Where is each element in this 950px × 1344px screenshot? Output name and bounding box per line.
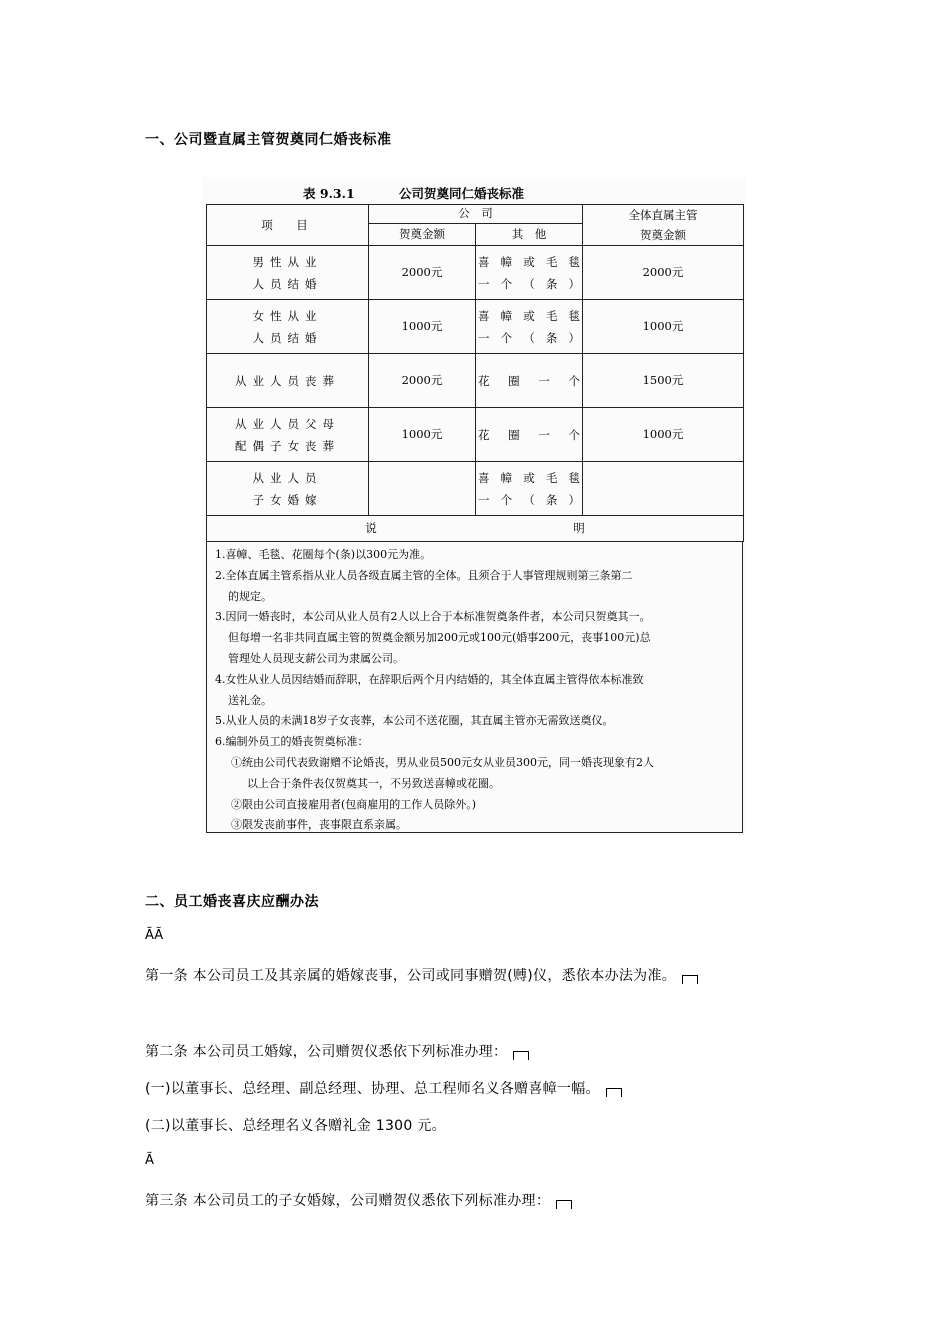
table-name: 公司贺奠同仁婚丧标准 [399, 186, 525, 201]
table-row [207, 408, 744, 462]
row-amount: 1000元 [369, 408, 476, 462]
note-line: 1.喜幛、毛毯、花圈每个(条)以300元为准。 [215, 548, 432, 561]
row-other [476, 246, 583, 300]
row-other-line: 花圈一个 [478, 427, 580, 442]
article-1-text: 第一条 本公司员工及其亲属的婚嫁丧事，公司或同事赠贺(赙)仪，悉依本办法为准。 [145, 968, 677, 984]
paragraph-mark-icon [556, 1200, 572, 1209]
table-number: 表 9.3.1 [303, 186, 355, 201]
note-line: ①统由公司代表致谢赠不论婚丧，男从业员500元女从业员300元，同一婚丧现象有2人 [231, 755, 654, 769]
table-row [207, 246, 744, 300]
header-supervisor-line-1: 全体直属主管 [628, 208, 698, 222]
note-line: 3.因同一婚丧时，本公司从业人员有2人以上合于本标准贺奠条件者，本公司只贺奠其一。 [215, 610, 651, 624]
row-other [476, 462, 583, 516]
article-2-item-1-text: (一)以董事长、总经理、副总经理、协理、总工程师名义各赠喜幛一幅。 [145, 1081, 600, 1097]
row-item-line: 人员结婚 [252, 276, 323, 291]
row-item-line: 男性从业 [252, 254, 323, 269]
row-item [207, 354, 369, 408]
article-2-item-1 [145, 1078, 622, 1098]
header-supervisor-line-2: 贺奠金额 [640, 228, 686, 242]
header-item: 项 目 [207, 205, 369, 246]
row-other-line: 花圈一个 [478, 373, 580, 388]
row-item [207, 408, 369, 462]
row-supervisor: 1000元 [583, 300, 744, 354]
row-amount: 1000元 [369, 300, 476, 354]
row-item [207, 246, 369, 300]
row-supervisor: 2000元 [583, 246, 744, 300]
paragraph-mark-icon [513, 1051, 529, 1060]
notes-box [206, 541, 743, 833]
row-other [476, 408, 583, 462]
article-1 [145, 965, 698, 985]
table-row [207, 354, 744, 408]
row-other-line: 一个（条） [478, 330, 580, 345]
row-other-line: 喜幛或毛毯 [478, 470, 580, 485]
header-other: 其 他 [476, 223, 583, 245]
row-item-line: 从业人员 [252, 470, 323, 485]
standards-table [206, 204, 744, 542]
article-2-text: 第二条 本公司员工婚嫁，公司赠贺仪悉依下列标准办理： [145, 1044, 508, 1060]
note-line: 管理处人员现支薪公司为隶属公司。 [228, 651, 404, 665]
note-line: ③限发丧前事件，丧事限直系亲属。 [231, 818, 407, 832]
row-other-line: 喜幛或毛毯 [478, 308, 580, 323]
header-supervisor [583, 205, 744, 246]
note-line: 的规定。 [228, 589, 272, 603]
note-line: 但每增一名非共同直属主管的贺奠金额另加200元或100元(婚事200元，丧事100元)总 [228, 631, 651, 645]
row-supervisor: 1000元 [583, 408, 744, 462]
row-item-line: 人员结婚 [252, 330, 323, 345]
row-item-line: 从业人员父母 [235, 416, 340, 431]
note-line: 送礼金。 [228, 693, 272, 707]
row-item-line: 配偶子女丧葬 [235, 438, 340, 453]
row-other-line: 一个（条） [478, 276, 580, 291]
row-supervisor [583, 462, 744, 516]
garbled-text: ÃÃ [145, 928, 164, 943]
notes-header-char: 明 [573, 521, 585, 535]
row-other [476, 354, 583, 408]
row-item-line: 从业人员丧葬 [235, 373, 340, 388]
row-item [207, 300, 369, 354]
note-line: 6.编制外员工的婚丧贺奠标准： [215, 735, 369, 749]
note-line: 5.从业人员的未满18岁子女丧葬，本公司不送花圈，其直属主管亦无需致送奠仪。 [215, 714, 614, 728]
section-1-title: 一、公司暨直属主管贺奠同仁婚丧标准 [145, 132, 392, 148]
standards-table-image [203, 177, 745, 835]
note-line: 4.女性从业人员因结婚而辞职，在辞职后两个月内结婚的，其全体直属主管得依本标准致 [215, 672, 644, 686]
notes-header [207, 516, 744, 542]
paragraph-mark-icon [682, 975, 698, 984]
article-2 [145, 1041, 529, 1061]
row-item-line: 女性从业 [252, 308, 323, 323]
row-other [476, 300, 583, 354]
row-item-line: 子女婚嫁 [252, 492, 323, 507]
garbled-text: Ã [145, 1153, 154, 1168]
note-line: 2.全体直属主管系指从业人员各级直属主管的全体。且须合于人事管理规则第三条第二 [215, 568, 633, 582]
header-amount: 贺奠金额 [369, 223, 476, 245]
article-3-text: 第三条 本公司员工的子女婚嫁，公司赠贺仪悉依下列标准办理： [145, 1193, 551, 1209]
row-item [207, 462, 369, 516]
article-2-item-2: (二)以董事长、总经理名义各赠礼金 1300 元。 [145, 1118, 446, 1134]
row-amount: 2000元 [369, 246, 476, 300]
paragraph-mark-icon [606, 1088, 622, 1097]
header-company: 公 司 [369, 205, 583, 224]
row-other-line: 一个（条） [478, 492, 580, 507]
row-other-line: 喜幛或毛毯 [478, 254, 580, 269]
article-3 [145, 1190, 572, 1210]
note-line: ②限由公司直接雇用者(包商雇用的工作人员除外。) [231, 797, 477, 811]
table-row [207, 300, 744, 354]
section-2-title: 二、员工婚丧喜庆应酬办法 [145, 894, 319, 910]
row-amount: 2000元 [369, 354, 476, 408]
table-row [207, 462, 744, 516]
row-supervisor: 1500元 [583, 354, 744, 408]
note-line: 以上合于条件表仅贺奠其一，不另致送喜幛或花圈。 [247, 776, 500, 790]
notes-header-char: 说 [365, 521, 377, 535]
row-amount [369, 462, 476, 516]
table-caption [203, 181, 745, 203]
